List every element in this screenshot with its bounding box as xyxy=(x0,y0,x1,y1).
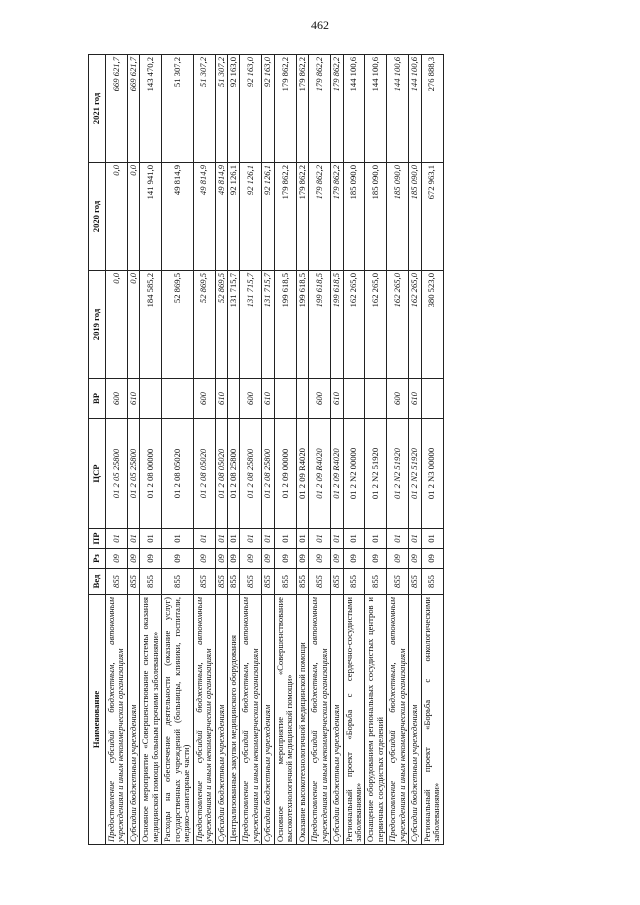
cell-rz: 09 xyxy=(127,549,139,569)
cell-2019: 52 869,5 xyxy=(193,271,215,379)
cell-2021: 92 163,0 xyxy=(227,55,239,163)
cell-2020: 185 090,0 xyxy=(387,163,409,271)
cell-pr: 01 xyxy=(387,529,409,549)
cell-2020: 179 862,2 xyxy=(331,163,343,271)
cell-rz: 09 xyxy=(387,549,409,569)
cell-ved: 855 xyxy=(331,569,343,595)
header-csr: ЦСР xyxy=(89,419,106,529)
cell-rz: 09 xyxy=(106,549,128,569)
cell-ved: 855 xyxy=(162,569,193,595)
cell-pr: 01 xyxy=(365,529,387,549)
cell-vr: 610 xyxy=(262,379,274,419)
cell-2021: 144 100,6 xyxy=(387,55,409,163)
cell-pr: 01 xyxy=(343,529,365,549)
cell-pr: 01 xyxy=(262,529,274,549)
cell-pr: 01 xyxy=(162,529,193,549)
cell-name: Региональный проект «Борьба с сердечно-сосудистыми заболеваниями» xyxy=(343,595,365,845)
cell-vr: 600 xyxy=(309,379,331,419)
table-row xyxy=(106,55,128,845)
table-row xyxy=(127,55,139,845)
table-row xyxy=(387,55,409,845)
cell-name: Субсидии бюджетным учреждениям xyxy=(262,595,274,845)
cell-ved: 855 xyxy=(140,569,162,595)
cell-2019: 52 869,5 xyxy=(215,271,227,379)
cell-name: Основное мероприятие «Совершенствование высокотехнологичной медицинской помощи» xyxy=(274,595,296,845)
cell-2021: 179 862,2 xyxy=(274,55,296,163)
cell-vr: 610 xyxy=(127,379,139,419)
cell-ved: 855 xyxy=(240,569,262,595)
cell-rz: 09 xyxy=(227,549,239,569)
table-row xyxy=(409,55,421,845)
cell-csr: 01 2 08 25800 xyxy=(240,419,262,529)
cell-pr: 01 xyxy=(127,529,139,549)
header-vr: ВР xyxy=(89,379,106,419)
header-pr: ПР xyxy=(89,529,106,549)
table-row xyxy=(215,55,227,845)
cell-name: Основное мероприятие «Совершенствование системы оказания медицинской помощи больным прочими заболеваниями» xyxy=(140,595,162,845)
cell-ved: 855 xyxy=(127,569,139,595)
cell-csr: 01 2 N2 51920 xyxy=(387,419,409,529)
cell-2020: 0,0 xyxy=(127,163,139,271)
cell-rz: 09 xyxy=(240,549,262,569)
cell-2020: 49 814,9 xyxy=(215,163,227,271)
cell-vr xyxy=(296,379,308,419)
cell-2021: 669 621,7 xyxy=(127,55,139,163)
cell-2019: 199 618,5 xyxy=(274,271,296,379)
cell-2021: 144 100,6 xyxy=(409,55,421,163)
cell-2020: 92 126,1 xyxy=(262,163,274,271)
cell-2021: 92 163,0 xyxy=(240,55,262,163)
cell-2020: 92 126,1 xyxy=(240,163,262,271)
cell-pr: 01 xyxy=(240,529,262,549)
cell-rz: 09 xyxy=(162,549,193,569)
cell-2020: 0,0 xyxy=(106,163,128,271)
table-row xyxy=(274,55,296,845)
header-2019: 2019 год xyxy=(89,271,106,379)
cell-ved: 855 xyxy=(343,569,365,595)
cell-2020: 179 862,2 xyxy=(309,163,331,271)
cell-csr: 01 2 08 00000 xyxy=(140,419,162,529)
table-row xyxy=(331,55,343,845)
cell-2019: 162 265,0 xyxy=(365,271,387,379)
cell-name: Расходы на обеспечение деятельности (оказание услуг) государственных учреждений (больницы, клиники, госпитали, медико-санитарные части) xyxy=(162,595,193,845)
table-row xyxy=(296,55,308,845)
cell-2019: 131 715,7 xyxy=(227,271,239,379)
rotated-table-container xyxy=(88,55,564,845)
cell-2021: 669 621,7 xyxy=(106,55,128,163)
cell-name: Региональный проект «Борьба с онкологическими заболеваниями» xyxy=(421,595,443,845)
cell-rz: 09 xyxy=(215,549,227,569)
cell-name: Предоставление субсидий бюджетным, автономным учреждениям и иным некоммерческим организациям xyxy=(387,595,409,845)
cell-name: Оказание высокотехнологичной медицинской помощи xyxy=(296,595,308,845)
cell-2019: 0,0 xyxy=(106,271,128,379)
cell-pr: 01 xyxy=(274,529,296,549)
cell-vr xyxy=(162,379,193,419)
cell-csr: 01 2 08 25800 xyxy=(227,419,239,529)
cell-2020: 185 090,0 xyxy=(343,163,365,271)
cell-vr xyxy=(140,379,162,419)
cell-name: Предоставление субсидий бюджетным, автономным учреждениям и иным некоммерческим организациям xyxy=(309,595,331,845)
cell-ved: 855 xyxy=(193,569,215,595)
cell-rz: 09 xyxy=(421,549,443,569)
cell-vr xyxy=(274,379,296,419)
cell-ved: 855 xyxy=(309,569,331,595)
cell-2021: 92 163,0 xyxy=(262,55,274,163)
cell-vr xyxy=(343,379,365,419)
cell-vr: 610 xyxy=(331,379,343,419)
cell-csr: 01 2 09 R4020 xyxy=(309,419,331,529)
table-row xyxy=(240,55,262,845)
cell-ved: 855 xyxy=(421,569,443,595)
cell-rz: 09 xyxy=(140,549,162,569)
cell-pr: 01 xyxy=(215,529,227,549)
header-2020: 2020 год xyxy=(89,163,106,271)
table-row xyxy=(262,55,274,845)
cell-2019: 199 618,5 xyxy=(296,271,308,379)
cell-rz: 09 xyxy=(309,549,331,569)
cell-2021: 179 862,2 xyxy=(296,55,308,163)
cell-rz: 09 xyxy=(331,549,343,569)
cell-name: Субсидии бюджетным учреждениям xyxy=(331,595,343,845)
cell-ved: 855 xyxy=(262,569,274,595)
cell-2019: 184 585,2 xyxy=(140,271,162,379)
cell-csr: 01 2 N2 00000 xyxy=(343,419,365,529)
table-body xyxy=(106,55,444,845)
cell-2021: 276 888,3 xyxy=(421,55,443,163)
cell-pr: 01 xyxy=(227,529,239,549)
cell-2020: 672 963,1 xyxy=(421,163,443,271)
cell-name: Субсидии бюджетным учреждениям xyxy=(409,595,421,845)
cell-2021: 179 862,2 xyxy=(309,55,331,163)
cell-rz: 09 xyxy=(343,549,365,569)
cell-vr: 600 xyxy=(240,379,262,419)
cell-rz: 09 xyxy=(193,549,215,569)
cell-vr xyxy=(227,379,239,419)
table-row xyxy=(193,55,215,845)
cell-rz: 09 xyxy=(274,549,296,569)
cell-name: Предоставление субсидий бюджетным, автономным учреждениям и иным некоммерческим организациям xyxy=(106,595,128,845)
cell-2021: 179 862,2 xyxy=(331,55,343,163)
cell-ved: 855 xyxy=(387,569,409,595)
cell-csr: 01 2 05 25800 xyxy=(106,419,128,529)
cell-ved: 855 xyxy=(227,569,239,595)
cell-vr: 600 xyxy=(106,379,128,419)
cell-pr: 01 xyxy=(421,529,443,549)
cell-ved: 855 xyxy=(106,569,128,595)
cell-csr: 01 2 05 25800 xyxy=(127,419,139,529)
cell-csr: 01 2 08 05020 xyxy=(162,419,193,529)
page-number: 462 xyxy=(311,18,329,32)
table-row xyxy=(227,55,239,845)
cell-csr: 01 2 N3 00000 xyxy=(421,419,443,529)
cell-csr: 01 2 09 R4020 xyxy=(331,419,343,529)
header-2021: 2021 год xyxy=(89,55,106,163)
header-name: Наименование xyxy=(89,595,106,845)
cell-vr: 600 xyxy=(193,379,215,419)
header-ved: Вед xyxy=(89,569,106,595)
cell-2020: 49 814,9 xyxy=(162,163,193,271)
cell-2020: 185 090,0 xyxy=(365,163,387,271)
cell-2019: 380 523,0 xyxy=(421,271,443,379)
cell-2019: 162 265,0 xyxy=(409,271,421,379)
cell-2019: 131 715,7 xyxy=(240,271,262,379)
cell-2021: 144 100,6 xyxy=(343,55,365,163)
cell-vr xyxy=(365,379,387,419)
cell-name: Субсидии бюджетным учреждениям xyxy=(215,595,227,845)
cell-2021: 51 307,2 xyxy=(215,55,227,163)
cell-csr: 01 2 08 25800 xyxy=(262,419,274,529)
cell-2021: 143 470,2 xyxy=(140,55,162,163)
cell-2021: 51 307,2 xyxy=(193,55,215,163)
cell-name: Субсидии бюджетным учреждениям xyxy=(127,595,139,845)
cell-csr: 01 2 08 05020 xyxy=(193,419,215,529)
cell-2020: 141 941,0 xyxy=(140,163,162,271)
cell-2020: 179 862,2 xyxy=(296,163,308,271)
cell-vr: 610 xyxy=(215,379,227,419)
cell-csr: 01 2 08 05020 xyxy=(215,419,227,529)
cell-2019: 199 618,5 xyxy=(309,271,331,379)
header-rz: Рз xyxy=(89,549,106,569)
cell-pr: 01 xyxy=(193,529,215,549)
cell-pr: 01 xyxy=(296,529,308,549)
cell-2019: 52 869,5 xyxy=(162,271,193,379)
cell-2020: 185 090,0 xyxy=(409,163,421,271)
rotated-page-area xyxy=(88,55,564,845)
cell-csr: 01 2 N2 51920 xyxy=(409,419,421,529)
cell-ved: 855 xyxy=(296,569,308,595)
table-row xyxy=(309,55,331,845)
table-row xyxy=(343,55,365,845)
cell-2021: 144 100,6 xyxy=(365,55,387,163)
table-row xyxy=(365,55,387,845)
cell-2019: 131 715,7 xyxy=(262,271,274,379)
table-row xyxy=(162,55,193,845)
cell-csr: 01 2 09 R4020 xyxy=(296,419,308,529)
cell-rz: 09 xyxy=(296,549,308,569)
table-row xyxy=(140,55,162,845)
cell-ved: 855 xyxy=(274,569,296,595)
cell-2020: 179 862,2 xyxy=(274,163,296,271)
cell-rz: 09 xyxy=(409,549,421,569)
cell-2019: 0,0 xyxy=(127,271,139,379)
table-row xyxy=(421,55,443,845)
cell-2019: 162 265,0 xyxy=(343,271,365,379)
cell-vr: 610 xyxy=(409,379,421,419)
cell-rz: 09 xyxy=(365,549,387,569)
cell-ved: 855 xyxy=(365,569,387,595)
cell-name: Предоставление субсидий бюджетным, автономным учреждениям и иным некоммерческим организациям xyxy=(193,595,215,845)
cell-pr: 01 xyxy=(331,529,343,549)
table-header-row xyxy=(89,55,106,845)
cell-name: Централизованные закупки медицинского оборудования xyxy=(227,595,239,845)
cell-pr: 01 xyxy=(140,529,162,549)
cell-2021: 51 307,2 xyxy=(162,55,193,163)
cell-name: Оснащение оборудованием региональных сосудистых центров и первичных сосудистых отделений xyxy=(365,595,387,845)
budget-table xyxy=(88,54,444,845)
cell-vr xyxy=(421,379,443,419)
cell-vr: 600 xyxy=(387,379,409,419)
cell-name: Предоставление субсидий бюджетным, автономным учреждениям и иным некоммерческим организациям xyxy=(240,595,262,845)
cell-pr: 01 xyxy=(106,529,128,549)
cell-pr: 01 xyxy=(309,529,331,549)
cell-ved: 855 xyxy=(409,569,421,595)
cell-2019: 199 618,5 xyxy=(331,271,343,379)
cell-ved: 855 xyxy=(215,569,227,595)
cell-2019: 162 265,0 xyxy=(387,271,409,379)
cell-pr: 01 xyxy=(409,529,421,549)
cell-2020: 92 126,1 xyxy=(227,163,239,271)
cell-2020: 49 814,9 xyxy=(193,163,215,271)
cell-rz: 09 xyxy=(262,549,274,569)
cell-csr: 01 2 09 00000 xyxy=(274,419,296,529)
cell-csr: 01 2 N2 51920 xyxy=(365,419,387,529)
